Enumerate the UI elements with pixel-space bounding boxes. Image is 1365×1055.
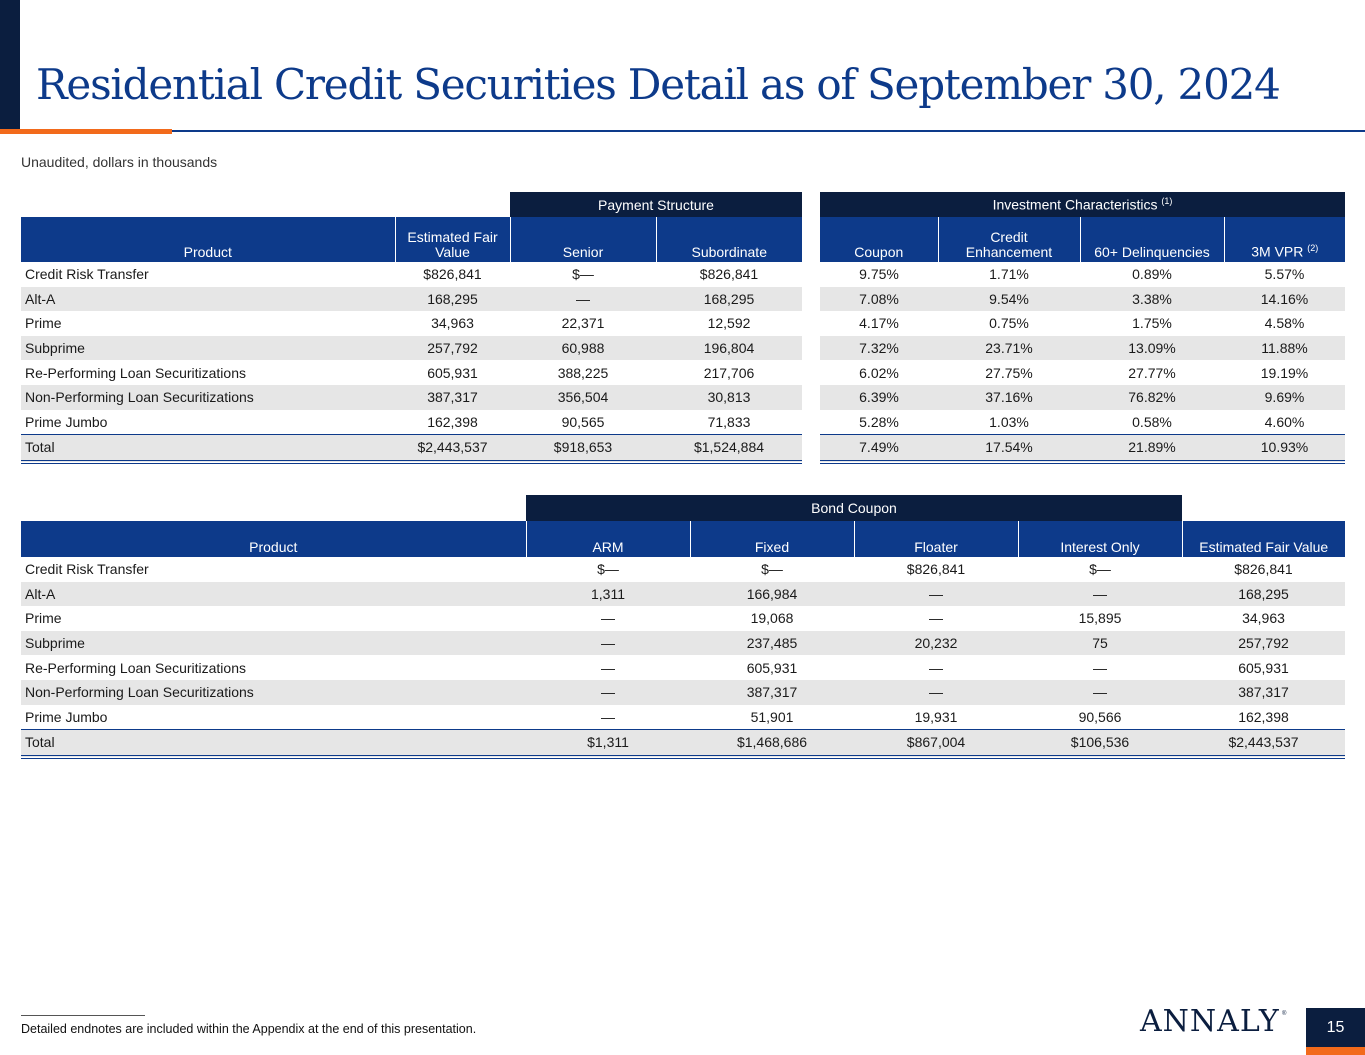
col-credit-enhancement: Credit Enhancement — [938, 217, 1080, 262]
table-row: Credit Risk Transfer $— $— $826,841 $— $826,841 — [25, 561, 1293, 578]
col-delinquencies: 60+ Delinquencies — [1080, 217, 1224, 262]
table-row: Non-Performing Loan Securitizations — 387,317 — — 387,317 — [21, 680, 1345, 705]
col-floater: Floater — [854, 521, 1018, 557]
title-rule-accent — [0, 129, 172, 134]
footnote-rule — [21, 1015, 145, 1016]
table-row: Subprime — 237,485 20,232 75 257,792 — [21, 631, 1345, 656]
col-interest-only: Interest Only — [1018, 521, 1182, 557]
col-subordinate: Subordinate — [656, 217, 802, 262]
table-row: Prime 34,963 22,371 12,592 4.17% 0.75% 1.75% 4.58% — [21, 311, 1345, 336]
table-row: Prime Jumbo — 51,901 19,931 90,566 162,398 — [25, 708, 1289, 725]
page-number: 15 — [1306, 1008, 1365, 1047]
col-product: Product — [21, 217, 395, 262]
col-fixed: Fixed — [690, 521, 854, 557]
table-row: Subprime 257,792 60,988 196,804 7.32% 23.71% 13.09% 11.88% — [21, 336, 1345, 361]
table-row: Re-Performing Loan Securitizations 605,931 388,225 217,706 6.02% 27.75% 27.77% 19.19% — [21, 360, 1345, 385]
col-vpr: 3M VPR $^{(2)}$ — [1224, 217, 1345, 262]
table-row: Non-Performing Loan Securitizations 387,317 356,504 30,813 6.39% 37.16% 76.82% 9.69% — [21, 385, 1345, 410]
table-row: Re-Performing Loan Securitizations — 605,931 — — 605,931 — [25, 659, 1289, 676]
payment-structure-table — [21, 192, 1345, 464]
table-row: Prime Jumbo 162,398 90,565 71,833 5.28% 1.03% 0.58% 4.60% — [21, 410, 1345, 435]
logo-registered-mark: ® — [1282, 1011, 1287, 1017]
col-estimated-fair-value: Estimated Fair Value — [1182, 521, 1345, 557]
footnote: Detailed endnotes are included within the Appendix at the end of this presentation. — [21, 1022, 477, 1036]
bond-coupon-table — [21, 495, 1345, 759]
page-subtitle: Unaudited, dollars in thousands — [21, 154, 218, 170]
table-row: Alt-A 168,295 — 168,295 7.08% 9.54% 3.38% 14.16% — [21, 287, 1345, 312]
group-investment-characteristics: Investment Characteristics $^{(1)}$ — [820, 192, 1345, 217]
total-row: Total $1,311 $1,468,686 $867,004 $106,536 $2,443,537 — [21, 730, 1345, 757]
page-number-accent — [1306, 1047, 1365, 1055]
page-title: Residential Credit Securities Detail as of September 30, 2024 — [36, 60, 1280, 109]
col-senior: Senior — [510, 217, 656, 262]
table-row: Alt-A 1,311 166,984 — — 168,295 — [21, 582, 1345, 607]
left-accent-bar — [0, 0, 20, 132]
col-coupon: Coupon — [820, 217, 938, 262]
annaly-logo: ANNALY — [1140, 1004, 1280, 1039]
total-row: Total $2,443,537 $918,653 $1,524,884 7.49% 17.54% 21.89% 10.93% — [21, 435, 1345, 462]
group-bond-coupon: Bond Coupon — [526, 495, 1182, 521]
group-payment-structure: Payment Structure — [510, 192, 802, 217]
col-estimated-fair-value: Estimated Fair Value — [395, 217, 510, 262]
table-row: Credit Risk Transfer $826,841 $— $826,841 9.75% 1.71% 0.89% 5.57% — [21, 262, 1345, 287]
col-product: Product — [21, 521, 526, 557]
col-arm: ARM — [526, 521, 690, 557]
title-rule — [0, 130, 1365, 132]
table-row: Prime — 19,068 — 15,895 34,963 — [25, 610, 1285, 627]
